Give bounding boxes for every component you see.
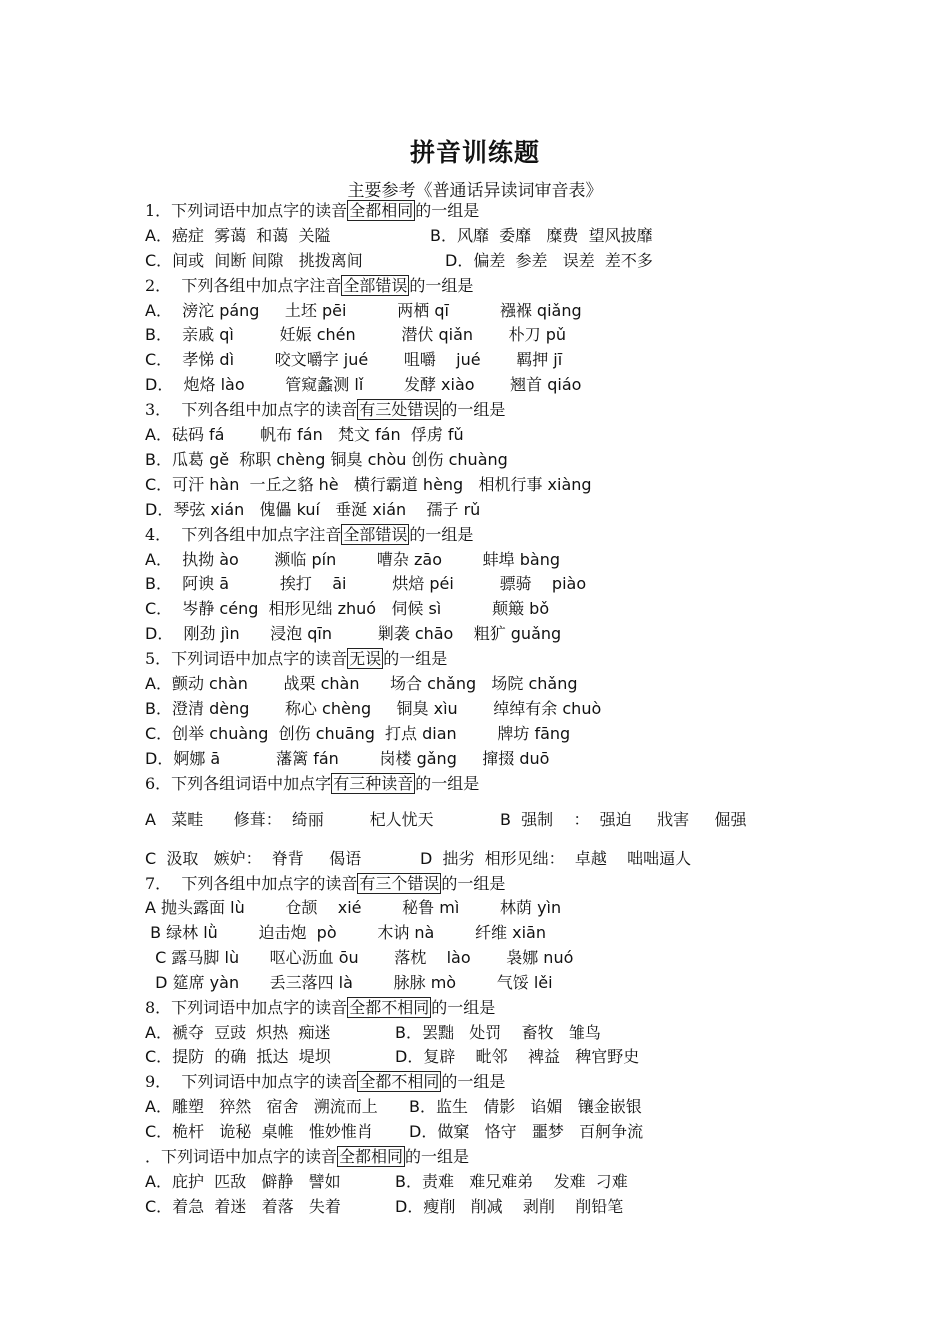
- q7-option-a: A 抛头露面 lù 仓颉 xié 秘鲁 mì 林荫 yìn: [145, 898, 562, 917]
- q7-option-c: C 露马脚 lù 呕心沥血 ōu 落枕 lào 袅娜 nuó: [145, 948, 574, 967]
- q5-option-c: C．创举 chuàng 创伤 chuāng 打点 dian 牌坊 fāng: [145, 724, 571, 743]
- q5-option-b: B．澄清 dèng 称心 chèng 铜臭 xìu 绰绰有余 chuò: [145, 699, 602, 718]
- q4-stem-box: 全部错误: [343, 525, 408, 544]
- q1-stem-box: 全都相同: [349, 201, 414, 220]
- q3-stem-post: 的一组是: [441, 400, 506, 419]
- q9-stem: [145, 1072, 505, 1092]
- q1-stem-pre: 1．下列词语中加点字的读音: [145, 201, 348, 220]
- q5-stem-box: 无误: [349, 649, 382, 668]
- q3-stem: [145, 400, 505, 420]
- q1-option-a: A．癌症 雾蔼 和蔼 关隘: [145, 226, 331, 245]
- q1-option-c: C．间或 间断 间隙 挑拨离间: [145, 251, 363, 270]
- q5-stem: [145, 649, 447, 669]
- q10-stem-post: 的一组是: [405, 1147, 470, 1166]
- q7-stem-box: 有三个错误: [359, 874, 440, 893]
- q8-option-c: C．提防 的确 抵达 堤坝: [145, 1047, 331, 1066]
- document-title: 拼音训练题: [409, 138, 540, 167]
- q2-option-d: D． 炮烙 lào 管窥蠡测 lǐ 发酵 xiào 翘首 qiáo: [145, 375, 582, 394]
- q7-stem-post: 的一组是: [441, 874, 506, 893]
- q9-stem-box: 全都不相同: [359, 1072, 440, 1091]
- document-subtitle: 主要参考《普通话异读词审音表》: [347, 181, 603, 201]
- q10-option-b: B．责难 难兄难弟 发难 刁难: [395, 1172, 628, 1191]
- q5-option-d: D．婀娜 ā 藩篱 fán 岗楼 gǎng 撺掇 duō: [145, 749, 550, 768]
- q8-stem-pre: 8．下列词语中加点字的读音: [145, 998, 348, 1017]
- q6-option-a: A 菜畦 修葺： 绮丽 杞人忧天: [145, 810, 434, 829]
- q9-option-c: C．桅杆 诡秘 桌帷 惟妙惟肖: [145, 1122, 373, 1141]
- q3-option-d: D．琴弦 xián 傀儡 kuí 垂涎 xián 孺子 rǔ: [145, 500, 481, 519]
- q5-stem-pre: 5．下列词语中加点字的读音: [145, 649, 348, 668]
- q6-stem: [145, 774, 479, 794]
- q10-stem: [145, 1147, 469, 1167]
- q1-stem: [145, 201, 479, 221]
- q3-option-c: C．可汗 hàn 一丘之貉 hè 横行霸道 hèng 相机行事 xiàng: [145, 475, 592, 494]
- q9-stem-pre: 9． 下列词语中加点字的读音: [145, 1072, 358, 1091]
- q8-stem: [145, 998, 495, 1018]
- q8-option-b: B．罢黜 处罚 畜牧 雏鸟: [395, 1023, 601, 1042]
- q3-stem-pre: 3． 下列各组中加点字的读音: [145, 400, 358, 419]
- q3-option-a: A．砝码 fá 帆布 fán 梵文 fán 俘虏 fǔ: [145, 425, 464, 444]
- q10-option-d: D．瘦削 削减 剥削 削铅笔: [395, 1197, 624, 1216]
- q6-option-b: B 强制 ： 强迫 戕害 倔强: [500, 810, 747, 829]
- q10-stem-box: 全都相同: [339, 1147, 404, 1166]
- q2-stem-post: 的一组是: [409, 276, 474, 295]
- q9-stem-post: 的一组是: [441, 1072, 506, 1091]
- q6-stem-post: 的一组是: [415, 774, 480, 793]
- q8-stem-post: 的一组是: [431, 998, 496, 1017]
- q8-stem-box: 全都不相同: [349, 998, 430, 1017]
- q7-option-d: D 筵席 yàn 丢三落四 là 脉脉 mò 气馁 lěi: [145, 973, 553, 992]
- q6-option-c: C 汲取 嫉妒： 脊背 偈语: [145, 849, 362, 868]
- q4-option-c: C． 岑静 céng 相形见绌 zhuó 伺候 sì 颠簸 bǒ: [145, 599, 550, 618]
- q2-option-c: C． 孝悌 dì 咬文嚼字 jué 咀嚼 jué 羁押 jī: [145, 350, 563, 369]
- q4-option-a: A． 执拗 ào 濒临 pín 嘈杂 zāo 蚌埠 bàng: [145, 550, 561, 569]
- q3-stem-box: 有三处错误: [359, 400, 440, 419]
- q6-option-d: D 拙劣 相形见绌： 卓越 咄咄逼人: [420, 849, 692, 868]
- q8-option-d: D．复辟 毗邻 裨益 稗官野史: [395, 1047, 640, 1066]
- q4-option-b: B． 阿谀 ā 挨打 āi 烘焙 péi 骠骑 piào: [145, 574, 587, 593]
- q2-option-b: B． 亲戚 qì 妊娠 chén 潜伏 qiǎn 朴刀 pǔ: [145, 325, 567, 344]
- q9-option-d: D．做窠 恪守 噩梦 百舸争流: [409, 1122, 644, 1141]
- q1-option-d: D．偏差 参差 误差 差不多: [445, 251, 653, 270]
- q7-stem: [145, 874, 505, 894]
- q10-stem-pre: ．下列词语中加点字的读音: [145, 1147, 338, 1166]
- q4-stem: [145, 525, 473, 545]
- q2-stem-box: 全部错误: [343, 276, 408, 295]
- q5-option-a: A．颤动 chàn 战栗 chàn 场合 chǎng 场院 chǎng: [145, 674, 578, 693]
- q8-option-a: A．褫夺 豆豉 炽热 痴迷: [145, 1023, 331, 1042]
- q5-stem-post: 的一组是: [383, 649, 448, 668]
- q2-stem-pre: 2． 下列各组中加点字注音: [145, 276, 342, 295]
- q7-stem-pre: 7． 下列各组中加点字的读音: [145, 874, 358, 893]
- q3-option-b: B．瓜葛 gě 称职 chèng 铜臭 chòu 创伤 chuàng: [145, 450, 508, 469]
- q10-option-c: C．着急 着迷 着落 失着: [145, 1197, 341, 1216]
- q10-option-a: A．庇护 匹敌 僻静 譬如: [145, 1172, 341, 1191]
- q4-stem-post: 的一组是: [409, 525, 474, 544]
- q1-stem-post: 的一组是: [415, 201, 480, 220]
- q6-stem-pre: 6．下列各组词语中加点字: [145, 774, 332, 793]
- q4-stem-pre: 4． 下列各组中加点字注音: [145, 525, 342, 544]
- q4-option-d: D． 刚劲 jìn 浸泡 qīn 剿袭 chāo 粗犷 guǎng: [145, 624, 562, 643]
- q7-option-b: B 绿林 lǜ 迫击炮 pò 木讷 nà 纤维 xiān: [145, 923, 546, 942]
- q1-option-b: B．风靡 委靡 糜费 望风披靡: [430, 226, 653, 245]
- q2-stem: [145, 276, 473, 296]
- q9-option-a: A．雕塑 猝然 宿舍 溯流而上: [145, 1097, 378, 1116]
- q9-option-b: B．监生 倩影 谄媚 镶金嵌银: [409, 1097, 642, 1116]
- q2-option-a: A． 滂沱 páng 土坯 pēi 两栖 qī 襁褓 qiǎng: [145, 301, 582, 320]
- q6-stem-box: 有三种读音: [333, 774, 414, 793]
